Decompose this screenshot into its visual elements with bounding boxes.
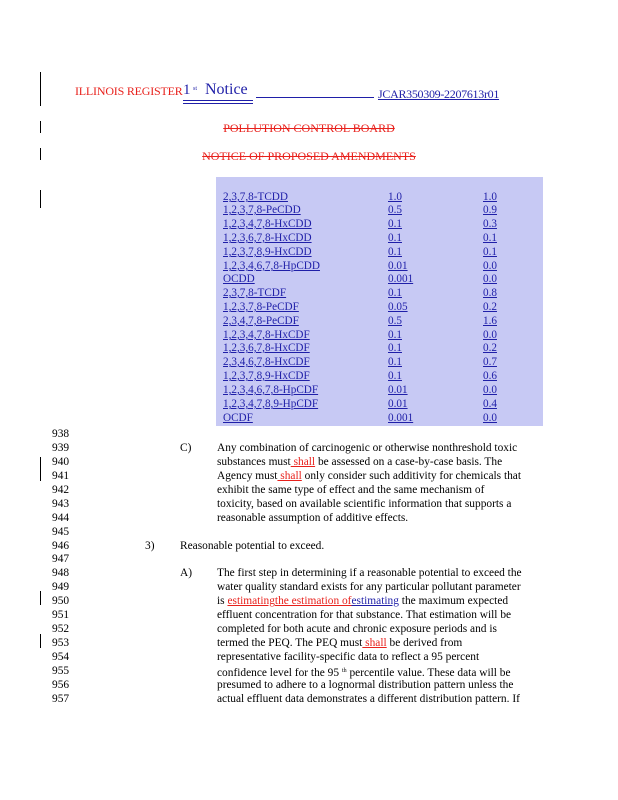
tef-value: 0.1 [483,246,497,258]
table-row [223,218,543,231]
line-number: 956 [52,679,70,691]
body-line: actual effluent data demonstrates a different distribution pattern. If [217,693,520,705]
table-row [223,273,543,286]
line-number: 951 [52,609,70,621]
compound-name: 1,2,3,7,8-PeCDD [223,204,301,216]
text-run: confidence level for the 95 [217,667,342,679]
body-line [217,637,462,649]
tef-value: 0.0 [483,412,497,424]
compound-name: OCDF [223,412,253,424]
compound-name: 2,3,4,7,8-PeCDF [223,315,299,327]
tef-value: 0.1 [388,232,402,244]
tef-value: 1.6 [483,315,497,327]
text-run: Agency must [217,470,278,482]
tef-value: 0.4 [483,398,497,410]
tef-value: 0.1 [388,246,402,258]
compound-name: 1,2,3,4,6,7,8-HpCDD [223,260,320,272]
tef-value: 0.1 [388,370,402,382]
change-bar [40,72,41,106]
table-row [223,260,543,273]
table-row [223,287,543,300]
tef-value: 0.3 [483,218,497,230]
change-bar [40,190,41,208]
tef-value: 0.0 [483,329,497,341]
line-number: 942 [52,484,70,496]
compound-name: 1,2,3,7,8,9-HxCDF [223,370,310,382]
inserted-text: estimating [351,595,399,607]
compound-name: 1,2,3,7,8,9-HxCDD [223,246,312,258]
text-run: percentile value. These data will be [346,667,511,679]
tef-value: 0.05 [388,301,408,313]
table-row [223,232,543,245]
table-row [223,384,543,397]
line-number: 944 [52,512,70,524]
tef-value: 0.1 [388,329,402,341]
line-number: 952 [52,623,70,635]
line-number: 940 [52,456,70,468]
section-3-label: 3) [145,540,155,552]
table-row [223,301,543,314]
line-number: 941 [52,470,70,482]
body-line: Any combination of carcinogenic or otherwise nonthreshold toxic [217,442,518,454]
tef-value: 1.0 [483,191,497,203]
tef-value: 1.0 [388,191,402,203]
notice-label: Notice [205,81,248,98]
register-title: ILLINOIS REGISTER [75,84,183,98]
subsection-c-label: C) [180,442,192,454]
text-run: substances must [217,456,291,468]
tef-value: 0.2 [483,342,497,354]
tef-value: 0.5 [388,315,402,327]
table-row [223,398,543,411]
body-line [217,456,502,468]
body-line: representative facility-specific data to reflect a 95 percent [217,651,480,663]
line-number: 949 [52,581,70,593]
double-underline [183,100,253,101]
body-line: water quality standard exists for any particular pollutant parameter [217,581,521,593]
table-row [223,315,543,328]
table-row [223,342,543,355]
body-line: toxicity, based on available scientific information that supports a [217,498,512,510]
deleted-text: estimating [227,595,275,607]
line-number: 950 [52,595,70,607]
table-row [223,246,543,259]
change-bar [40,634,41,648]
table-row [223,329,543,342]
tef-value: 0.7 [483,356,497,368]
text-run: be assessed on a case-by-case basis. The [315,456,503,468]
tef-value: 0.2 [483,301,497,313]
line-number: 939 [52,442,70,454]
compound-name: 1,2,3,4,7,8-HxCDF [223,329,310,341]
line-number: 946 [52,540,70,552]
body-line: effluent concentration for that substance. That estimation will be [217,609,512,621]
body-line [217,595,508,607]
tef-value: 0.5 [388,204,402,216]
body-line [217,665,511,679]
compound-name: 1,2,3,4,7,8-HxCDD [223,218,312,230]
text-run: termed the PEQ. The PEQ must [217,637,363,649]
version-superscript: st [193,86,198,92]
agency-title: POLLUTION CONTROL BOARD [223,121,395,135]
compound-name: 1,2,3,7,8-PeCDF [223,301,299,313]
inserted-text: shall [277,470,302,482]
inserted-text: shall [290,456,316,468]
tef-value: 0.001 [388,273,414,285]
line-number: 945 [52,526,70,538]
table-row [223,370,543,383]
body-line: The first step in determining if a reasonable potential to exceed the [217,567,522,579]
line-number: 948 [52,567,70,579]
tef-value: 0.0 [483,260,497,272]
document-id: JCAR350309-2207613r01 [378,87,500,101]
header-rule [256,97,374,98]
line-number: 947 [52,553,70,565]
compound-name: OCDD [223,273,255,285]
tef-value: 0.1 [388,342,402,354]
table-row [223,356,543,369]
line-number: 953 [52,637,70,649]
body-line: presumed to adhere to a lognormal distribution pattern unless the [217,679,514,691]
tef-value: 0.0 [483,273,497,285]
text-run: is [217,595,228,607]
text-run: the maximum expected [398,595,509,607]
line-number: 954 [52,651,70,663]
line-number: 943 [52,498,70,510]
notice-title: NOTICE OF PROPOSED AMENDMENTS [202,149,416,163]
tef-value: 0.0 [483,384,497,396]
tef-value: 0.01 [388,398,408,410]
inserted-text: shall [362,637,387,649]
version-mark: 1 [183,82,191,98]
compound-name: 2,3,7,8-TCDD [223,191,288,203]
tef-value: 0.1 [483,232,497,244]
line-number: 955 [52,665,70,677]
body-line: completed for both acute and chronic exposure periods and is [217,623,497,635]
table-row [223,191,543,204]
tef-value: 0.01 [388,384,408,396]
compound-name: 1,2,3,4,6,7,8-HpCDF [223,384,319,396]
change-bar [40,457,41,481]
compound-name: 1,2,3,6,7,8-HxCDD [223,232,312,244]
compound-name: 1,2,3,4,7,8,9-HpCDF [223,398,319,410]
compound-name: 2,3,4,6,7,8-HxCDF [223,356,310,368]
subsection-a-label: A) [180,567,193,579]
table-row [223,412,543,425]
tef-value: 0.9 [483,204,497,216]
tef-value: 0.8 [483,287,497,299]
change-bar [40,591,41,605]
compound-name: 1,2,3,6,7,8-HxCDF [223,342,310,354]
tef-value: 0.1 [388,287,402,299]
body-line: exhibit the same type of effect and the same mechanism of [217,484,485,496]
inserted-text: the estimation of [274,595,352,607]
text-run: only consider such additivity for chemicals that [301,470,522,482]
double-underline [183,103,253,104]
body-line: reasonable assumption of additive effects. [217,512,409,524]
body-line [217,470,521,482]
text-run: be derived from [386,637,463,649]
line-number: 938 [52,428,70,440]
tef-value: 0.001 [388,412,414,424]
tef-value: 0.1 [388,356,402,368]
compound-name: 2,3,7,8-TCDF [223,287,287,299]
section-3-heading: Reasonable potential to exceed. [180,540,325,552]
superscript: th [341,668,347,674]
tef-value: 0.6 [483,370,497,382]
line-number: 957 [52,693,70,705]
tef-value: 0.01 [388,260,408,272]
tef-value: 0.1 [388,218,402,230]
table-row [223,204,543,217]
